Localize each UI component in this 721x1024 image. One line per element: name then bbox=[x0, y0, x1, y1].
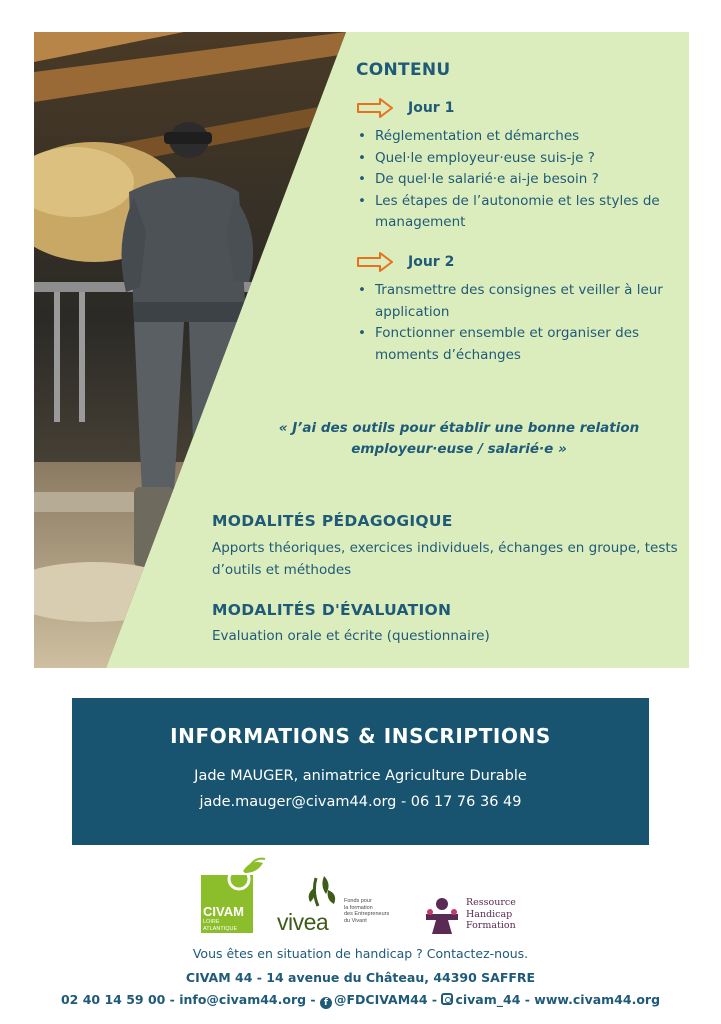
vivea-logo-tagline: Fonds pour la formation des Entrepreneurs du Vivant bbox=[344, 898, 390, 924]
list-item: • Transmettre des consignes et veiller à leur application bbox=[358, 280, 678, 323]
day2-list bbox=[358, 280, 678, 366]
handicap-notice: Vous êtes en situation de handicap ? Contactez-nous. bbox=[192, 946, 529, 961]
rhf-logo-text: Ressource Handicap Formation bbox=[466, 897, 516, 931]
list-item: • De quel·le salarié·e ai-je besoin ? bbox=[358, 169, 678, 191]
modalites-evaluation-text: Evaluation orale et écrite (questionnaire) bbox=[212, 628, 490, 644]
info-title: INFORMATIONS & INSCRIPTIONS bbox=[170, 724, 551, 748]
footer-contacts bbox=[0, 992, 721, 1009]
instagram-icon bbox=[441, 993, 453, 1005]
modalites-pedagogique-title: MODALITÉS PÉDAGOGIQUE bbox=[212, 512, 453, 530]
facebook-icon: f bbox=[320, 997, 332, 1009]
civam-logo-sub: LOIRE ATLANTIQUE bbox=[203, 919, 238, 932]
footer-phone-email[interactable]: 02 40 14 59 00 - info@civam44.org - bbox=[60, 992, 320, 1007]
contact-name: Jade MAUGER, animatrice Agriculture Durable bbox=[194, 768, 527, 784]
civam-logo-word: CIVAM bbox=[203, 904, 244, 919]
modalites-pedagogique-text: Apports théoriques, exercices individuels, échanges en groupe, tests d’outils et méthodes bbox=[212, 540, 678, 578]
list-item: • Fonctionner ensemble et organiser des moments d’échanges bbox=[358, 323, 678, 366]
arrow-right-icon bbox=[356, 252, 394, 272]
quote-line-2: employeur·euse / salarié·e » bbox=[351, 441, 567, 457]
list-item: • Quel·le employeur·euse suis-je ? bbox=[358, 148, 678, 170]
day1-header bbox=[356, 98, 454, 118]
footer-address: CIVAM 44 - 14 avenue du Château, 44390 SAFFRE bbox=[185, 970, 536, 985]
modalites-evaluation-title: MODALITÉS D'ÉVALUATION bbox=[212, 601, 452, 619]
list-item: • Réglementation et démarches bbox=[358, 126, 678, 148]
day2-header bbox=[356, 252, 454, 272]
quote-line-1: « J’ai des outils pour établir une bonne relation bbox=[278, 420, 640, 436]
arrow-right-icon bbox=[356, 98, 394, 118]
vivea-logo-word: vivea bbox=[277, 909, 329, 935]
list-item: • Les étapes de l’autonomie et les styles de management bbox=[358, 191, 678, 234]
day2-label: Jour 2 bbox=[408, 254, 455, 270]
info-box bbox=[72, 698, 649, 845]
day1-list bbox=[358, 126, 678, 234]
contact-details[interactable]: jade.mauger@civam44.org - 06 17 76 36 49 bbox=[199, 794, 522, 810]
footer-instagram-web[interactable]: civam_44 - www.civam44.org bbox=[455, 992, 661, 1007]
testimonial-quote bbox=[244, 418, 674, 460]
contenu-heading: CONTENU bbox=[356, 60, 451, 80]
footer-facebook[interactable]: @FDCIVAM44 - bbox=[333, 992, 442, 1007]
day1-label: Jour 1 bbox=[408, 100, 455, 116]
